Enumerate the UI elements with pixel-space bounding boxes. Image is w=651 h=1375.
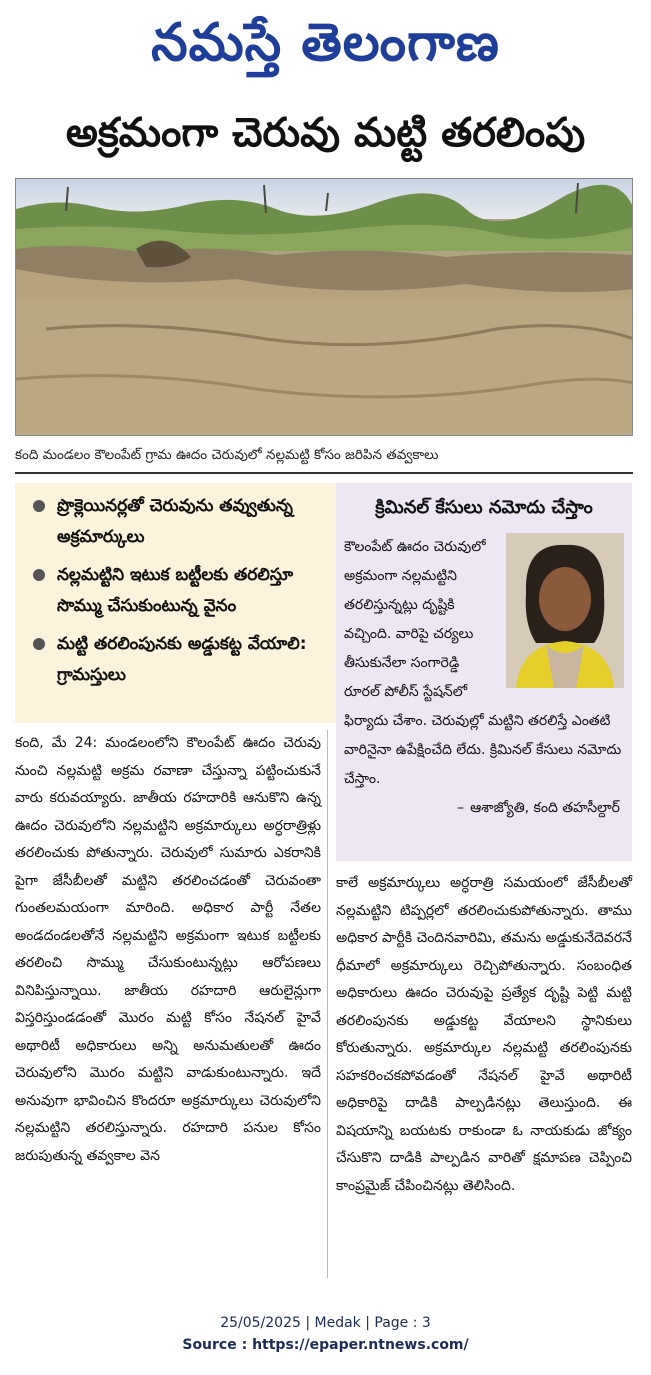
headline: అక్రమంగా చెరువు మట్టి తరలింపు bbox=[65, 110, 586, 156]
article-column-left: కంది, మే 24: మండలంలోని కౌలంపేట్ ఊదం చెరువు నుంచి నల్లమట్టి అక్రమ రవాణా చేస్తున్నా పట్టించుకునే వారు కరువయ్యారు. జాతీయ రహదారికి ఆనుకొని ఉన్న ఊదం చెరువులోని నల్లమట్టిని అక్రమార్కులు అర్ధరాత్రిళ్లు తరలించుకు పోతున్నారు. చెరువులో సుమారు ఎకరానికి పైగా జేసీబీలతో మట్టిని తరలించడంతో చెరువంతా గుంతలమయంగా మారింది. అధికార పార్టీ నేతల అండదండలతోనే నల్లమట్టిని అక్రమంగా ఇటుక బట్టీలకు తరలించి సొమ్ము చేసుకుంటున్నట్లు ఆరోపణలు వినిపిస్తున్నాయి. జాతీయ రహదారి ఆరులైన్లుగా విస్తరిస్తుండడంతో మొరం మట్టి కోసం నేషనల్ హైవే అథారిటీ అధికారులు అన్ని అనుమతులతో ఊదం చెరువులోని మొరం మట్టిని వాడుకుంటున్నారు. ఇదే అనువుగా భావించిన కొందరూ అక్రమార్కులు చెరువులోని నల్లమట్టిని తరలిస్తున్నారు. రహదారి పనుల కోసం జరుపుతున్న తవ్వకాల వెన bbox=[15, 735, 321, 1164]
bullet-icon bbox=[33, 500, 45, 512]
highlights-box bbox=[15, 483, 337, 723]
highlight-text: ప్రొక్లెయినర్లతో చెరువును తవ్వుతున్న అక్రమార్కులు bbox=[57, 496, 293, 547]
attribution-name: ఆశాజ్యోతి, కంది తహసీల్దార్ bbox=[470, 800, 620, 816]
sidebar-quote: కౌలంపేట్ ఊదం చెరువులో అక్రమంగా నల్లమట్టిని తరలిస్తున్నట్లు దృష్టికి వచ్చింది. వారిపై చర్యలు తీసుకునేలా సంగారెడ్డి రూరల్ పోలీస్ స్టేషన్‌లో ఫిర్యాదు చేశాం. చెరువుల్లో మట్టిని తరలిస్తే ఎంతటి వారినైనా ఉపేక్షించేది లేదు. క్రిమినల్ కేసులు నమోదు చేస్తాం. bbox=[344, 539, 622, 787]
news-photo bbox=[15, 178, 633, 436]
bullet-icon bbox=[33, 569, 45, 581]
dug-pond-photo bbox=[16, 179, 633, 436]
attribution-dash: – bbox=[457, 800, 465, 816]
highlight-text: నల్లమట్టిని ఇటుక బట్టీలకు తరలిస్తూ సొమ్ము చేసుకుంటున్న వైనం bbox=[57, 565, 294, 616]
photo-caption: కంది మండలం కౌలంపేట్ గ్రామ ఊదం చెరువులో నల్లమట్టి కోసం జరిపిన తవ్వకాలు bbox=[15, 447, 439, 463]
sidebar-title: క్రిమినల్ కేసులు నమోదు చేస్తాం bbox=[375, 497, 593, 518]
highlight-item bbox=[23, 629, 331, 691]
highlight-item bbox=[23, 491, 331, 553]
highlight-text: మట్టి తరలింపునకు అడ్డుకట్ట వేయాలి: గ్రామస్తులు bbox=[57, 634, 307, 685]
quote-attribution bbox=[344, 794, 624, 822]
edition-info: 25/05/2025 | Medak | Page : 3 bbox=[220, 1315, 431, 1331]
highlight-item bbox=[23, 560, 331, 622]
person-photo bbox=[506, 533, 624, 688]
official-portrait bbox=[506, 533, 624, 688]
page-footer bbox=[0, 1312, 651, 1356]
quote-sidebar bbox=[336, 483, 632, 861]
bullet-icon bbox=[33, 638, 45, 650]
column-divider bbox=[327, 730, 328, 1278]
masthead-logo: నమస్తే తెలంగాణ bbox=[151, 13, 500, 73]
article-column-right: కాలే అక్రమార్కులు అర్ధరాత్రి సమయంలో జేసీబీలతో నల్లమట్టిని టిప్పర్లలో తరలించుకుపోతున్నారు. తాము అధికార పార్టీకి చెందినవారిమి, తమను అడ్డుకునేదెవరనే ధీమాలో అక్రమార్కులు రెచ్చిపోతున్నారు. సంబంధిత అధికారులు ఊదం చెరువుపై ప్రత్యేక దృష్టి పెట్టి మట్టి తరలింపునకు అడ్డుకట్ట వేయాలని స్థానికులు కోరుతున్నారు. అక్రమార్కుల నల్లమట్టి తరలింపునకు సహకరించకపోవడంతో నేషనల్ హైవే అథారిటీ అధికారిపై దాడికి పాల్పడినట్లు తెలుస్తుంది. ఈ విషయాన్ని బయటకు రాకుండా ఓ నాయకుడు జోక్యం చేసుకొని దాడికి పాల్పడిన వారితో క్షమాపణ చెప్పించి కాంప్రమైజ్ చేపించినట్లు తెలిసింది. bbox=[336, 875, 632, 1194]
caption-divider bbox=[15, 472, 633, 474]
source-link[interactable]: Source : https://epaper.ntnews.com/ bbox=[182, 1337, 469, 1353]
